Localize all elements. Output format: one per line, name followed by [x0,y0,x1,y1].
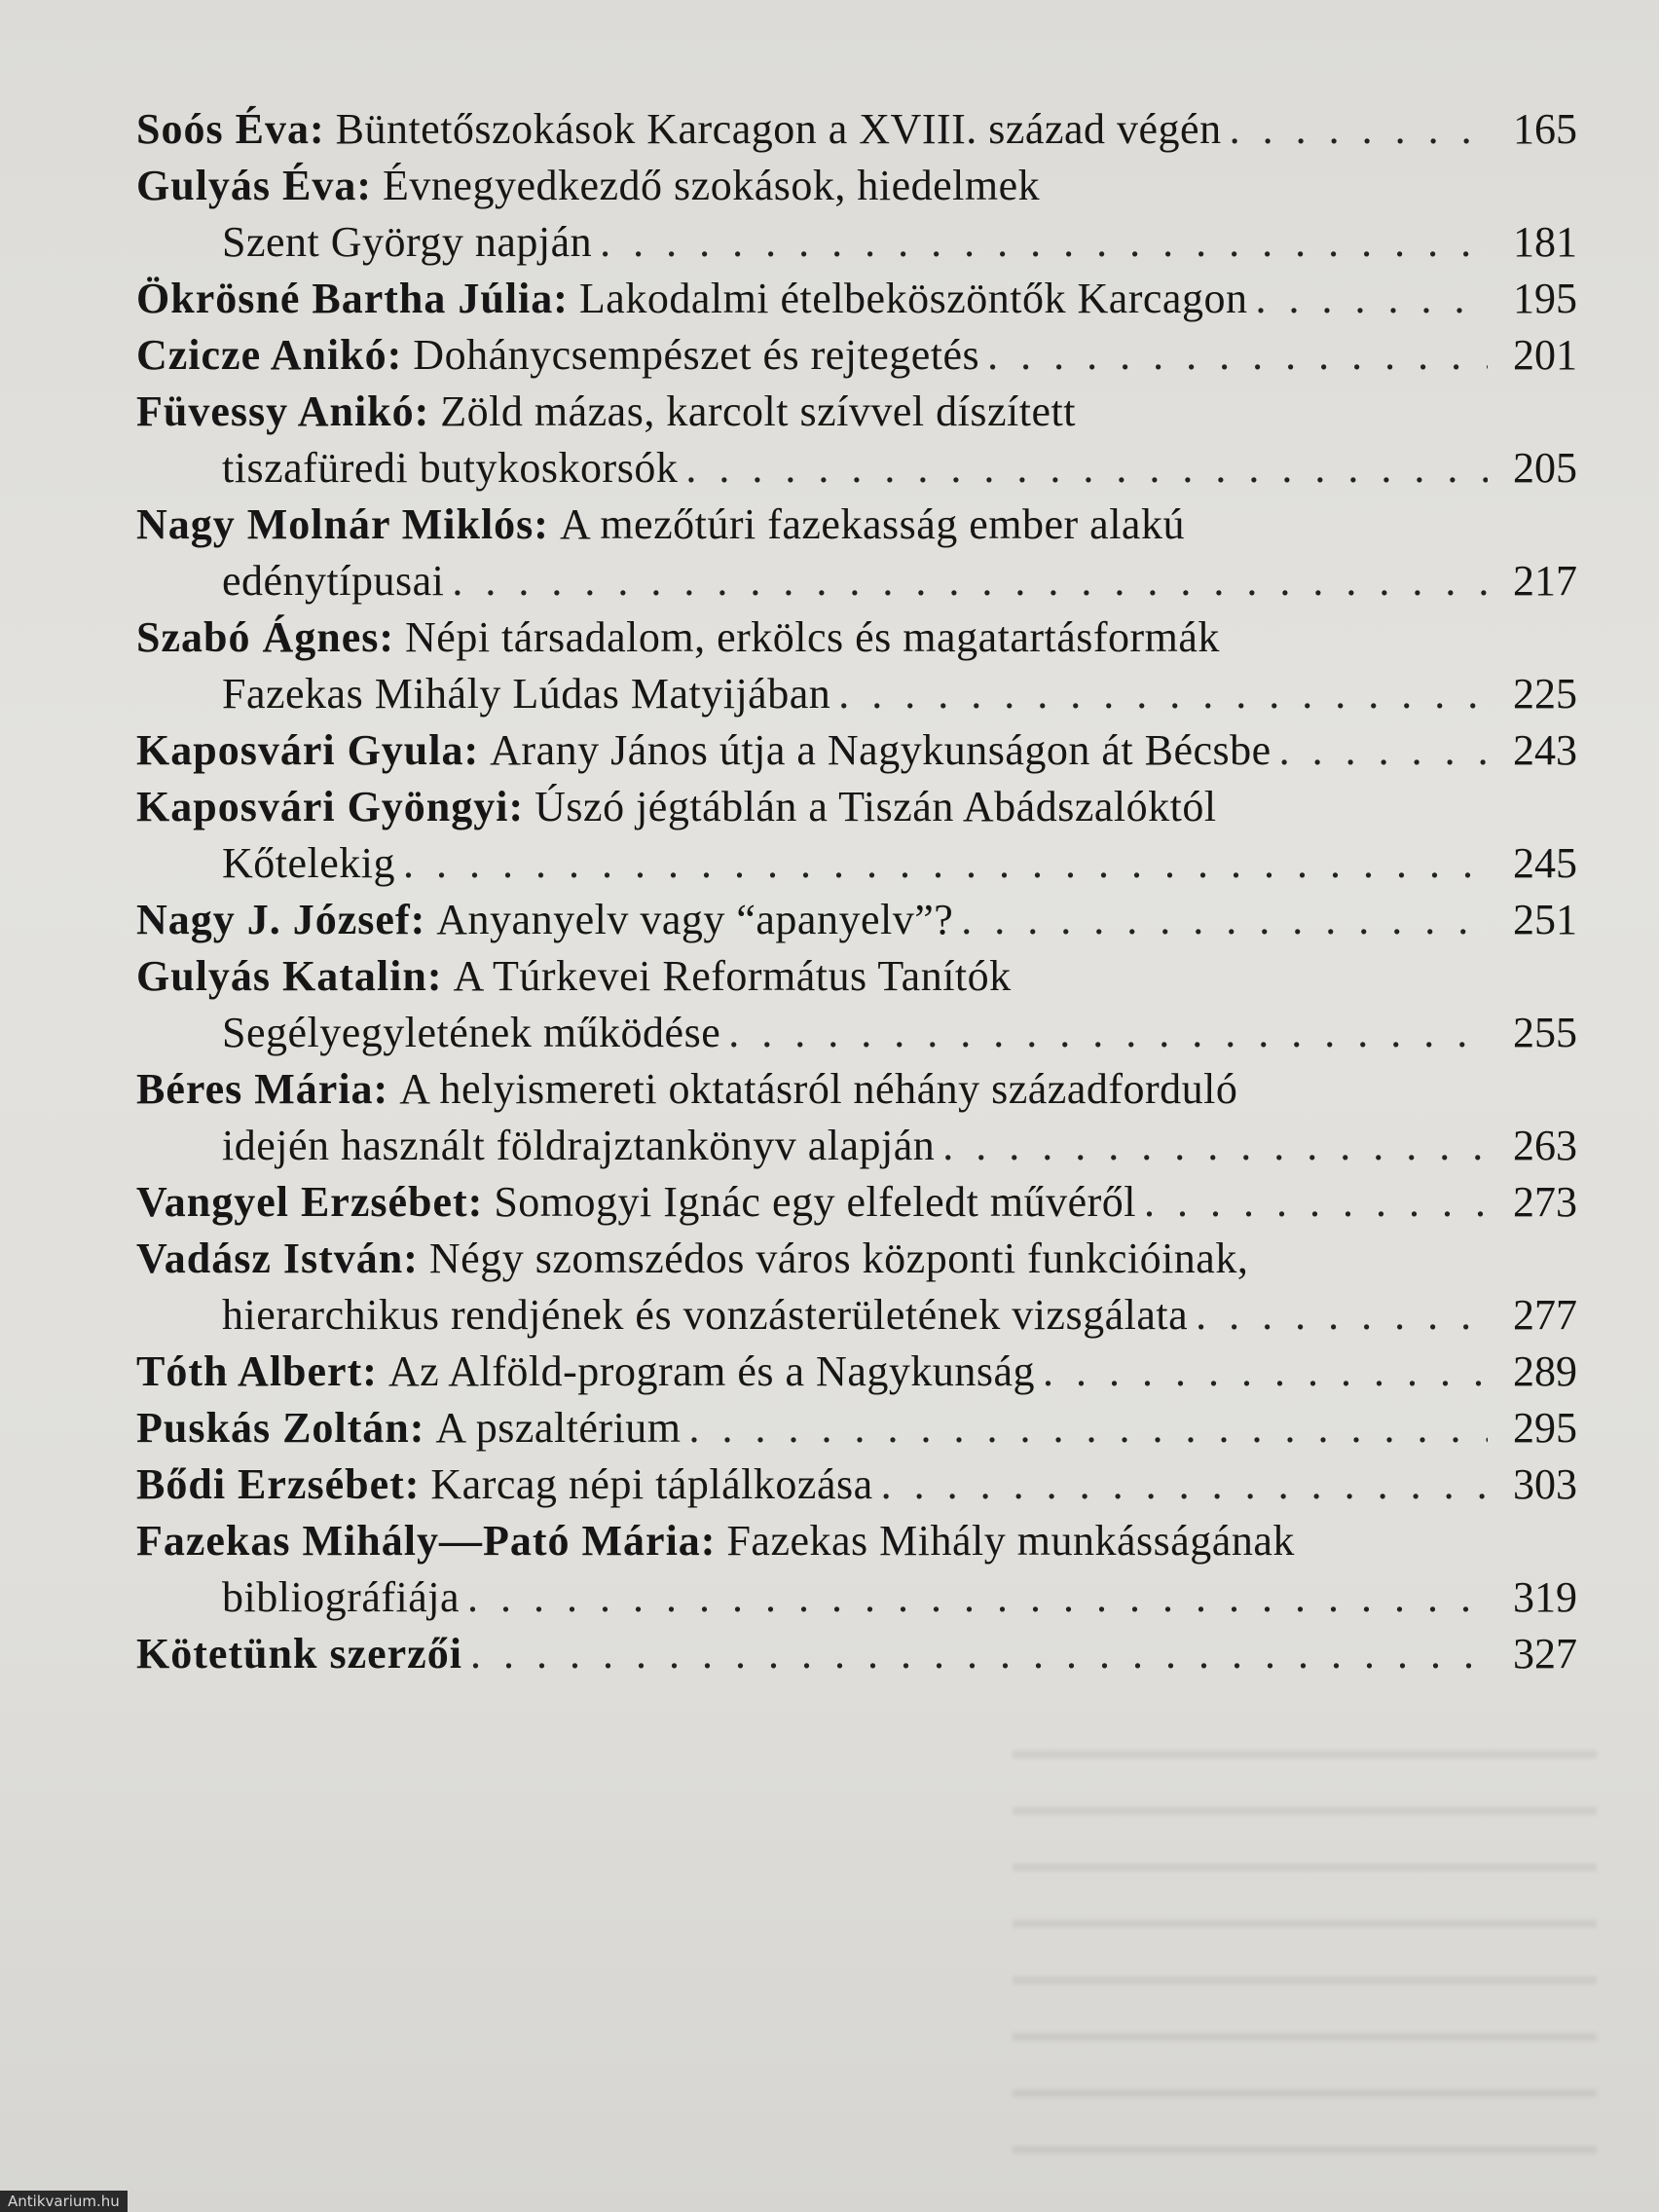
page-number: 201 [1513,331,1577,379]
toc-entry [136,101,1577,158]
dot-leader [470,1626,1488,1682]
toc-entry-first-line [136,1456,1577,1513]
dot-leader [838,666,1488,722]
dot-leader [961,892,1488,948]
toc-entry-first-line [136,1231,1577,1287]
page-number: 255 [1513,1009,1577,1056]
page-number: 295 [1513,1404,1577,1452]
entry-author: Gulyás Katalin: [136,952,443,1000]
page-number: 217 [1513,557,1577,605]
entry-title: A Túrkevei Református Tanítók [453,952,1012,1000]
entry-title: Úszó jégtáblán a Tiszán Abádszalóktól [535,783,1217,830]
entry-author: Gulyás Éva: [136,162,373,209]
entry-title: Anyanyelv vagy “apanyelv”? [436,896,954,943]
dot-leader [1196,1287,1488,1344]
dot-leader [1279,722,1488,779]
toc-entry-continuation-line [136,214,1577,271]
dot-leader [1255,271,1488,327]
entry-title: Somogyi Ignác egy elfeledt művéről [494,1178,1137,1226]
toc-entry-first-line [136,1174,1577,1231]
entry-title: idején használt földrajztankönyv alapján [222,1122,936,1169]
page-number: 273 [1513,1178,1577,1226]
entry-title: Évnegyedkezdő szokások, hiedelmek [383,162,1041,209]
toc-entry-first-line [136,948,1577,1005]
bleed-through-text [1013,1714,1597,2181]
toc-entry [136,1344,1577,1400]
page-number: 165 [1513,105,1577,153]
entry-title: A helyismereti oktatásról néhány századforduló [399,1065,1238,1113]
toc-entry [136,1174,1577,1231]
dot-leader [689,1400,1488,1456]
dot-leader [467,1569,1488,1626]
entry-title: bibliográfiája [222,1573,461,1621]
entry-title: Népi társadalom, erkölcs és magatartásformák [405,613,1220,661]
entry-author: Kötetünk szerzői [136,1630,462,1677]
toc-entry [136,1400,1577,1456]
toc-entry-continuation-line [136,1118,1577,1174]
dot-leader [728,1005,1488,1061]
entry-title: Szent György napján [222,218,593,266]
entry-author: Soós Éva: [136,105,325,153]
dot-leader [452,553,1488,609]
entry-author: Czicze Anikó: [136,331,403,379]
toc-entry-first-line [136,1400,1577,1456]
entry-author: Fazekas Mihály—Pató Mária: [136,1517,717,1565]
page-number: 243 [1513,726,1577,774]
entry-author: Kaposvári Gyöngyi: [136,783,525,830]
entry-title: Fazekas Mihály Lúdas Matyijában [222,670,831,718]
toc-entry [136,1456,1577,1513]
page-number: 263 [1513,1122,1577,1169]
entry-title: A mezőtúri fazekasság ember alakú [559,500,1185,548]
toc-entry [136,1231,1577,1344]
entry-author: Szabó Ágnes: [136,613,395,661]
toc-entry-continuation-line [136,553,1577,609]
entry-author: Vangyel Erzsébet: [136,1178,484,1226]
toc-entry-first-line [136,609,1577,666]
entry-author: Tóth Albert: [136,1347,378,1395]
entry-author: Bődi Erzsébet: [136,1460,421,1508]
watermark: Antikvarium.hu [0,2191,128,2212]
entry-title: Karcag népi táplálkozása [430,1460,873,1508]
entry-author: Nagy Molnár Miklós: [136,500,549,548]
entry-title: edénytípusai [222,557,445,605]
toc-entry-first-line [136,327,1577,384]
page-number: 277 [1513,1291,1577,1339]
entry-author: Kaposvári Gyula: [136,726,480,774]
page-number: 289 [1513,1347,1577,1395]
toc-entry [136,1513,1577,1626]
dot-leader [987,327,1488,384]
toc-entry [136,384,1577,497]
page-number: 181 [1513,218,1577,266]
dot-leader [1230,101,1488,158]
page-number: 205 [1513,444,1577,492]
entry-author: Füvessy Anikó: [136,387,430,435]
toc-entry [136,609,1577,722]
toc-entry-first-line [136,892,1577,948]
toc-entry-first-line [136,271,1577,327]
entry-author: Vadász István: [136,1235,419,1282]
toc-entry [136,779,1577,892]
entry-author: Béres Mária: [136,1065,389,1113]
dot-leader [942,1118,1488,1174]
toc-entry-continuation-line [136,835,1577,892]
table-of-contents [136,101,1577,1682]
toc-entry-first-line [136,779,1577,835]
entry-title: Négy szomszédos város központi funkcióinak, [428,1235,1249,1282]
toc-entry [136,327,1577,384]
entry-title: Zöld mázas, karcolt szívvel díszített [440,387,1076,435]
page-number: 245 [1513,839,1577,887]
toc-entry [136,158,1577,271]
entry-title: Dohánycsempészet és rejtegetés [413,331,980,379]
toc-entry-first-line [136,1061,1577,1118]
entry-title: Az Alföld-program és a Nagykunság [387,1347,1035,1395]
entry-title: Büntetőszokások Karcagon a XVIII. század végén [335,105,1222,153]
toc-entry-continuation-line [136,1569,1577,1626]
toc-entry [136,497,1577,609]
toc-entry [136,722,1577,779]
dot-leader [685,440,1488,497]
dot-leader [403,835,1488,892]
entry-title: Fazekas Mihály munkásságának [726,1517,1295,1565]
entry-author: Puskás Zoltán: [136,1404,425,1452]
dot-leader [1144,1174,1488,1231]
dot-leader [1043,1344,1488,1400]
toc-entry-first-line [136,158,1577,214]
toc-entry-continuation-line [136,440,1577,497]
toc-entry-first-line [136,722,1577,779]
toc-entry-continuation-line [136,666,1577,722]
entry-author: Ökrösné Bartha Júlia: [136,275,569,322]
entry-title: Kőtelekig [222,839,396,887]
entry-title: A pszaltérium [435,1404,682,1452]
page-number: 251 [1513,896,1577,943]
entry-title: hierarchikus rendjének és vonzásterületének vizsgálata [222,1291,1189,1339]
toc-entry-first-line [136,497,1577,553]
toc-entry-first-line [136,384,1577,440]
entry-title: Segélyegyletének működése [222,1009,721,1056]
page-number: 303 [1513,1460,1577,1508]
toc-entry-continuation-line [136,1005,1577,1061]
dot-leader [600,214,1488,271]
toc-entry-first-line [136,1626,1577,1682]
toc-entry [136,1626,1577,1682]
entry-title: tiszafüredi butykoskorsók [222,444,679,492]
toc-entry [136,1061,1577,1174]
dot-leader [881,1456,1488,1513]
toc-entry [136,892,1577,948]
toc-entry-continuation-line [136,1287,1577,1344]
entry-author: Nagy J. József: [136,896,426,943]
toc-entry-first-line [136,1513,1577,1569]
page-number: 195 [1513,275,1577,322]
toc-entry-first-line [136,101,1577,158]
page-number: 225 [1513,670,1577,718]
page-number: 327 [1513,1630,1577,1677]
entry-title: Lakodalmi ételbeköszöntők Karcagon [578,275,1248,322]
toc-entry [136,271,1577,327]
entry-title: Arany János útja a Nagykunságon át Bécsbe [490,726,1272,774]
toc-entry [136,948,1577,1061]
toc-entry-first-line [136,1344,1577,1400]
page-number: 319 [1513,1573,1577,1621]
